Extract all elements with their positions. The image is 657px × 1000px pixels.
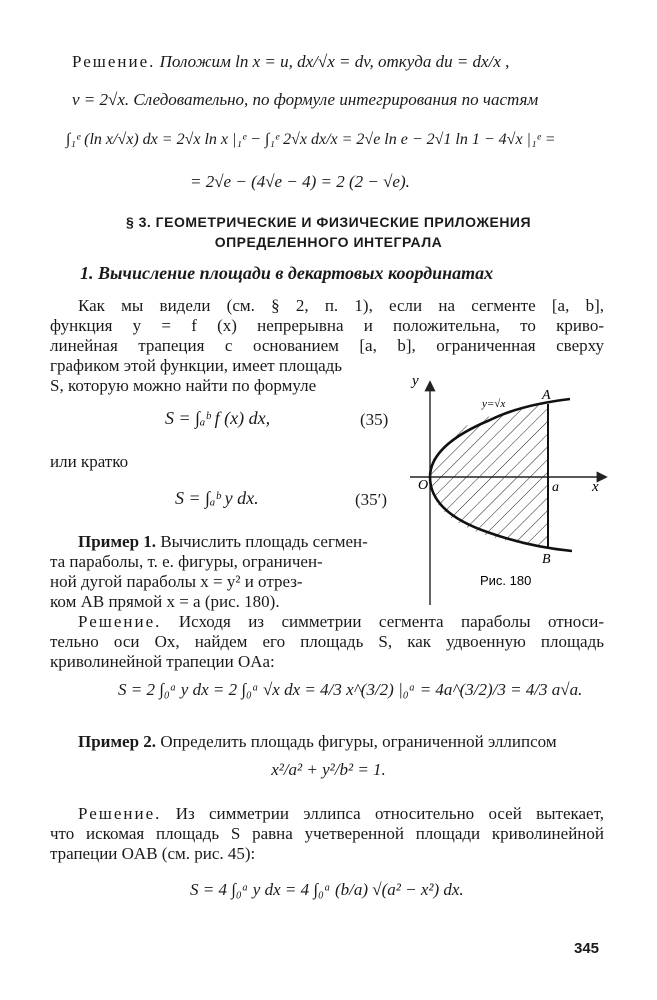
shaded-segment [430,404,548,547]
example1-line-4: ком AB прямой x = a (рис. 180). [50,592,280,611]
solution1-formula: S = 2 ∫₀ᵃ y dx = 2 ∫₀ᵃ √x dx = 4/3 x^(3/2) |₀ᵃ = 4a^(3/2)/3 = 4/3 a√a. [118,680,583,699]
example1-line-2: та параболы, т. е. фигуры, ограничен- [50,552,323,571]
section-title-line-2: ОПРЕДЕЛЕННОГО ИНТЕГРАЛА [214,234,443,250]
solution2-line-3: трапеции OAB (см. рис. 45): [50,844,256,863]
solution-line-2: v = 2√x. Следовательно, по формуле интегрирования по частям [72,90,539,109]
or-briefly: или кратко [50,452,129,471]
para1-line-1: Как мы видели (см. § 2, п. 1), если на сегменте [a, b], [78,296,604,315]
label-a: a [552,480,559,495]
label-x: x [592,479,599,495]
formula-35-number: (35) [360,410,389,429]
example2-line: Пример 2. Определить площадь фигуры, ограниченной эллипсом [78,732,557,751]
figure-180-parabola-segment [400,365,610,610]
solution2-formula: S = 4 ∫₀ᵃ y dx = 4 ∫₀ᵃ (b/a) √(a² − x²) dx. [190,880,464,899]
solution1-line-1: Решение. Исходя из симметрии сегмента параболы относи- [78,612,604,631]
subsection-title: 1. Вычисление площади в декартовых координатах [80,263,494,283]
ellipse-equation: x²/a² + y²/b² = 1. [271,760,386,779]
solution1-line-3: криволинейной трапеции OAa: [50,652,275,671]
formula-35: S = ∫ₐᵇ f (x) dx, [165,408,271,428]
label-y: y [412,373,419,389]
para1-line-5: S, которую можно найти по формуле [50,376,317,395]
formula-35-prime-number: (35′) [355,490,388,509]
label-O: O [418,478,429,493]
formula-35-prime: S = ∫ₐᵇ y dx. [175,488,259,508]
para1-line-2: функция y = f (x) непрерывна и положительна, то криво- [50,316,604,335]
example1-line-1: Пример 1. Вычислить площадь сегмен- [78,532,368,551]
label-B: B [542,552,551,567]
solution-line-1: Решение. Положим ln x = u, dx/√x = dv, откуда du = dx/x , [72,52,510,71]
section-title-line-1: § 3. ГЕОМЕТРИЧЕСКИЕ И ФИЗИЧЕСКИЕ ПРИЛОЖЕНИЯ [125,214,532,230]
example1-line-3: ной дугой параболы x = y² и отрез- [50,572,303,591]
solution2-line-1: Решение. Из симметрии эллипса относительно осей вытекает, [78,804,604,823]
para1-line-3: линейная трапеция с основанием [a, b], ограниченная сверху [50,336,604,355]
solution1-line-2: тельно оси Ox, найдем его площадь S, как удвоенную площадь [50,632,604,651]
solution2-line-2: что искомая площадь S равна учетверенной площади криволинейной [50,824,604,843]
result-formula: = 2√e − (4√e − 4) = 2 (2 − √e). [190,172,410,191]
integration-by-parts-formula: ∫₁ᵉ (ln x/√x) dx = 2√x ln x |₁ᵉ − ∫₁ᵉ 2√x dx/x = 2√e ln e − 2√1 ln 1 − 4√x |₁ᵉ = [66,131,556,148]
label-A: A [542,388,551,403]
para1-line-4: графиком этой функции, имеет площадь [50,356,343,375]
figure-caption: Рис. 180 [480,573,532,588]
page-number: 345 [574,940,600,957]
curve-label: y=√x [482,398,506,410]
